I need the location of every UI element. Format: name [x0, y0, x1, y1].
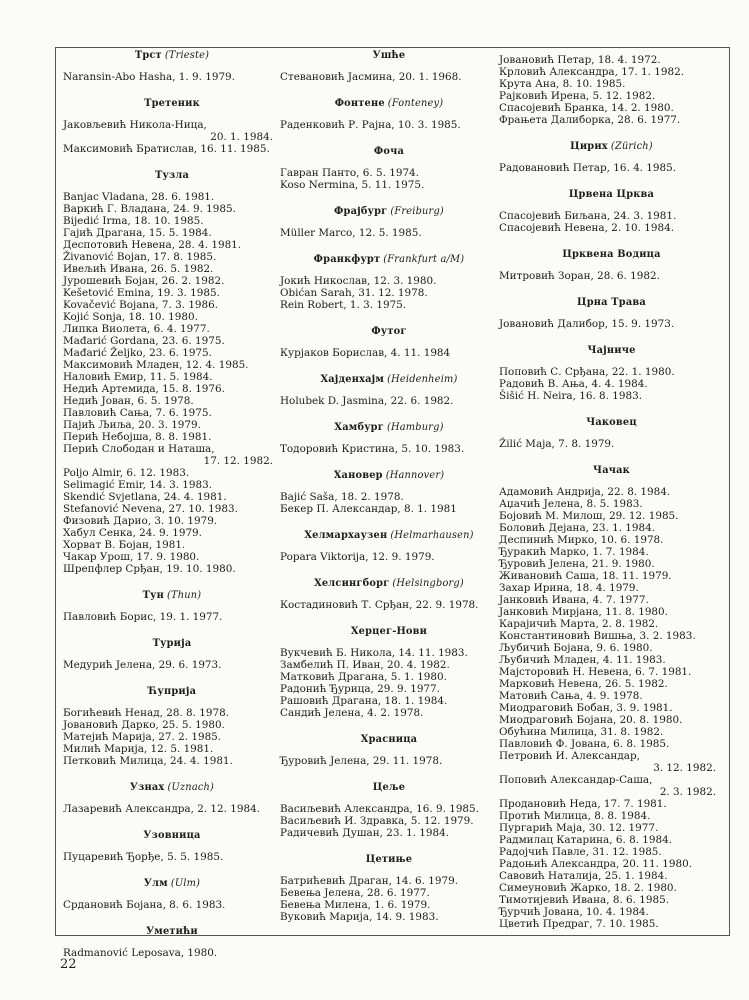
- place-name: Фонтене: [334, 98, 385, 109]
- place-name: Ушће: [372, 50, 406, 61]
- entry: Тодоровић Кристина, 5. 10. 1983.: [280, 443, 465, 455]
- place-latin-name: (Helsingborg): [392, 578, 464, 589]
- entry: Замбелић П. Иван, 20. 4. 1982.: [280, 659, 450, 671]
- entry: Naransin-Abo Hasha, 1. 9. 1979.: [63, 71, 235, 83]
- entry: Хорват В. Бојан, 1981.: [63, 539, 186, 551]
- place-name: Хајденхајм: [320, 374, 385, 385]
- entry: Јаковљевић Никола-Ница,: [63, 119, 207, 131]
- place-latin-name: (Hamburg): [386, 422, 444, 433]
- entry: Žilić Maja, 7. 8. 1979.: [499, 438, 615, 450]
- place-latin-name: (Thun): [167, 590, 202, 601]
- entry: Миодраговић Бојана, 20. 8. 1980.: [499, 714, 683, 726]
- place-heading: [499, 465, 724, 477]
- place-heading: [280, 98, 498, 110]
- entry: Крута Ана, 8. 10. 1985.: [499, 78, 626, 90]
- place-latin-name: (Trieste): [164, 50, 210, 61]
- entry: Kešetović Emina, 19. 3. 1985.: [63, 287, 220, 299]
- entry: Хабул Сенка, 24. 9. 1979.: [63, 527, 202, 539]
- entry: Rein Robert, 1. 3. 1975.: [280, 299, 407, 311]
- place-heading: [280, 326, 498, 338]
- place-heading: [280, 254, 498, 266]
- entry: Сандић Јелена, 4. 2. 1978.: [280, 707, 424, 719]
- entry: Stefanović Nevena, 27. 10. 1983.: [63, 503, 238, 515]
- place-heading: [280, 734, 498, 746]
- entry: Јовановић Далибор, 15. 9. 1973.: [499, 318, 675, 330]
- entry: Јанковић Мирјана, 11. 8. 1980.: [499, 606, 668, 618]
- entry: Перић Небојша, 8. 8. 1981.: [63, 431, 212, 443]
- entry-date-continuation: 3. 12. 1982.: [653, 762, 716, 774]
- entry: Вукчевић Б. Никола, 14. 11. 1983.: [280, 647, 468, 659]
- entry: Müller Marco, 12. 5. 1985.: [280, 227, 422, 239]
- entry: Костадиновић Т. Срђан, 22. 9. 1978.: [280, 599, 479, 611]
- entry: Захар Ирина, 18. 4. 1979.: [499, 582, 639, 594]
- entry: Kovačević Bojana, 7. 3. 1986.: [63, 299, 219, 311]
- place-name: Улм: [143, 878, 168, 889]
- place-name: Хелмархаузен: [304, 530, 388, 541]
- entry: Šišić H. Neira, 16. 8. 1983.: [499, 390, 643, 402]
- place-name: Храсница: [360, 734, 418, 745]
- entry: Јурошевић Бојан, 26. 2. 1982.: [63, 275, 225, 287]
- entry: Фрањета Далиборка, 28. 6. 1977.: [499, 114, 681, 126]
- entry: Selimagić Emir, 14. 3. 1983.: [63, 479, 213, 491]
- place-name: Херцег-Нови: [350, 626, 428, 637]
- entry: Popara Viktorija, 12. 9. 1979.: [280, 551, 435, 563]
- entry: Koso Nermina, 5. 11. 1975.: [280, 179, 425, 191]
- place-name: Фрајбург: [334, 206, 388, 217]
- entry-date-continuation: 17. 12. 1982.: [203, 455, 273, 467]
- entry: Radmanović Leposava, 1980.: [63, 947, 218, 959]
- place-heading: [63, 686, 281, 698]
- entry: Аџачић Јелена, 8. 5. 1983.: [499, 498, 643, 510]
- place-heading: [280, 854, 498, 866]
- entry: Kojić Sonja, 18. 10. 1980.: [63, 311, 198, 323]
- entry-date-continuation: 20. 1. 1984.: [210, 131, 273, 143]
- entry: Раденковић Р. Рајна, 10. 3. 1985.: [280, 119, 461, 131]
- place-heading: [280, 146, 498, 158]
- entry: Ивељић Ивана, 26. 5. 1982.: [63, 263, 214, 275]
- entry: Bijedić Irma, 18. 10. 1985.: [63, 215, 204, 227]
- place-name: Третеник: [144, 98, 200, 109]
- place-name: Ћуприја: [147, 686, 197, 697]
- entry: Перић Слободан и Наташа,: [63, 443, 215, 455]
- entry: Продановић Неда, 17. 7. 1981.: [499, 798, 667, 810]
- place-name: Хамбург: [334, 422, 384, 433]
- entry: Спасојевић Невена, 2. 10. 1984.: [499, 222, 675, 234]
- place-name: Чачак: [593, 465, 630, 476]
- entry: Skendić Svjetlana, 24. 4. 1981.: [63, 491, 227, 503]
- place-name: Цетиње: [365, 854, 413, 865]
- place-heading: [280, 626, 498, 638]
- place-name: Чаковец: [586, 417, 637, 428]
- entry: Максимовић Младен, 12. 4. 1985.: [63, 359, 249, 371]
- place-heading: [499, 141, 724, 153]
- place-heading: [499, 417, 724, 429]
- entry: Бевења Милена, 1. 6. 1979.: [280, 899, 431, 911]
- entry: Савовић Наталија, 25. 1. 1984.: [499, 870, 668, 882]
- place-name: Хелсингборг: [314, 578, 390, 589]
- entry: Матковић Драгана, 5. 1. 1980.: [280, 671, 447, 683]
- entry-date-continuation: 2. 3. 1982.: [659, 786, 716, 798]
- entry: Митровић Зоран, 28. 6. 1982.: [499, 270, 660, 282]
- entry: Деспинић Мирко, 10. 6. 1978.: [499, 534, 664, 546]
- place-name: Цеље: [372, 782, 406, 793]
- entry: Радоњић Александра, 20. 11. 1980.: [499, 858, 693, 870]
- entry: Љубичић Бојана, 9. 6. 1980.: [499, 642, 653, 654]
- entry: Максимовић Братислав, 16. 11. 1985.: [63, 143, 270, 155]
- place-latin-name: (Uznach): [167, 782, 215, 793]
- entry: Спасојевић Бранка, 14. 2. 1980.: [499, 102, 674, 114]
- entry: Деспотовић Невена, 28. 4. 1981.: [63, 239, 242, 251]
- entry: Константиновић Вишња, 3. 2. 1983.: [499, 630, 696, 642]
- place-latin-name: (Freiburg): [390, 206, 444, 217]
- entry: Бевења Јелена, 28. 6. 1977.: [280, 887, 430, 899]
- entry: Poljo Almir, 6. 12. 1983.: [63, 467, 190, 479]
- entry: Поповић С. Срђана, 22. 1. 1980.: [499, 366, 675, 378]
- entry: Матовић Сања, 4. 9. 1978.: [499, 690, 643, 702]
- entry: Ђурчић Јована, 10. 4. 1984.: [499, 906, 649, 918]
- place-heading: [63, 878, 281, 890]
- entry: Пајић Љиља, 20. 3. 1979.: [63, 419, 201, 431]
- place-latin-name: (Heidenheim): [387, 374, 458, 385]
- place-name: Уметићи: [146, 926, 198, 937]
- entry: Милић Марија, 12. 5. 1981.: [63, 743, 214, 755]
- place-heading: [280, 782, 498, 794]
- place-latin-name: (Ulm): [170, 878, 201, 889]
- entry: Липка Виолета, 6. 4. 1977.: [63, 323, 210, 335]
- place-name: Франкфурт: [313, 254, 381, 265]
- place-name: Цирих: [570, 141, 608, 152]
- entry: Živanović Bojan, 17. 8. 1985.: [63, 251, 217, 263]
- entry: Јовановић Петар, 18. 4. 1972.: [499, 54, 661, 66]
- place-latin-name: (Fonteney): [387, 98, 444, 109]
- entry: Недић Јован, 6. 5. 1978.: [63, 395, 194, 407]
- page-number: 22: [60, 957, 77, 972]
- entry: Шрепфлер Срђан, 19. 10. 1980.: [63, 563, 236, 575]
- entry: Недић Артемида, 15. 8. 1976.: [63, 383, 225, 395]
- place-latin-name: (Helmarhausen): [390, 530, 474, 541]
- entry: Радмилац Катарина, 6. 8. 1984.: [499, 834, 673, 846]
- place-name: Црквена Водица: [562, 249, 661, 260]
- place-latin-name: (Frankfurt a/M): [383, 254, 465, 265]
- place-name: Узнах: [129, 782, 165, 793]
- entry: Ђуракић Марко, 1. 7. 1984.: [499, 546, 649, 558]
- place-name: Тун: [142, 590, 165, 601]
- place-heading: [63, 170, 281, 182]
- place-heading: [280, 422, 498, 434]
- place-name: Турија: [152, 638, 192, 649]
- entry: Срдановић Бојана, 8. 6. 1983.: [63, 899, 226, 911]
- place-name: Футог: [371, 326, 407, 337]
- entry: Ђуровић Јелена, 29. 11. 1978.: [280, 755, 443, 767]
- entry: Протић Милица, 8. 8. 1984.: [499, 810, 651, 822]
- entry: Павловић Сања, 7. 6. 1975.: [63, 407, 212, 419]
- place-heading: [499, 297, 724, 309]
- entry: Гајић Драгана, 15. 5. 1984.: [63, 227, 212, 239]
- entry: Mađarić Željko, 23. 6. 1975.: [63, 347, 212, 359]
- entry: Радонић Ђурица, 29. 9. 1977.: [280, 683, 440, 695]
- entry: Миодраговић Бобан, 3. 9. 1981.: [499, 702, 673, 714]
- entry: Радовић В. Ања, 4. 4. 1984.: [499, 378, 648, 390]
- entry: Mađarić Gordana, 23. 6. 1975.: [63, 335, 225, 347]
- place-heading: [280, 470, 498, 482]
- place-name: Хановер: [333, 470, 383, 481]
- place-heading: [63, 830, 281, 842]
- place-name: Чајниче: [587, 345, 636, 356]
- place-name: Трст: [134, 50, 162, 61]
- place-latin-name: (Hannover): [385, 470, 445, 481]
- entry: Курјаков Борислав, 4. 11. 1984: [280, 347, 451, 359]
- entry: Лазаревић Александра, 2. 12. 1984.: [63, 803, 260, 815]
- entry: Вуковић Марија, 14. 9. 1983.: [280, 911, 439, 923]
- entry: Чакар Урош, 17. 9. 1980.: [63, 551, 200, 563]
- entry: Медурић Јелена, 29. 6. 1973.: [63, 659, 222, 671]
- entry: Богићевић Ненад, 28. 8. 1978.: [63, 707, 229, 719]
- entry: Пуцаревић Ђорђе, 5. 5. 1985.: [63, 851, 224, 863]
- entry: Мајсторовић Н. Невена, 6. 7. 1981.: [499, 666, 692, 678]
- place-heading: [63, 50, 281, 62]
- entry: Јокић Никослав, 12. 3. 1980.: [280, 275, 437, 287]
- place-name: Фоча: [373, 146, 405, 157]
- entry: Тимотијевић Ивана, 8. 6. 1985.: [499, 894, 670, 906]
- entry: Симеуновић Жарко, 18. 2. 1980.: [499, 882, 677, 894]
- place-name: Црвена Црква: [568, 189, 655, 200]
- entry: Пургарић Маја, 30. 12. 1977.: [499, 822, 659, 834]
- entry: Варкић Г. Владана, 24. 9. 1985.: [63, 203, 236, 215]
- place-heading: [499, 345, 724, 357]
- entry: Радичевић Душан, 23. 1. 1984.: [280, 827, 450, 839]
- entry: Матејић Марија, 27. 2. 1985.: [63, 731, 222, 743]
- place-heading: [63, 638, 281, 650]
- entry: Спасојевић Биљана, 24. 3. 1981.: [499, 210, 677, 222]
- entry: Боловић Дејана, 23. 1. 1984.: [499, 522, 656, 534]
- entry: Ђуровић Јелена, 21. 9. 1980.: [499, 558, 655, 570]
- entry: Крловић Александра, 17. 1. 1982.: [499, 66, 685, 78]
- place-name: Узовница: [143, 830, 201, 841]
- entry: Петровић И. Александар,: [499, 750, 640, 762]
- entry: Рајковић Ирена, 5. 12. 1982.: [499, 90, 656, 102]
- entry: Павловић Ф. Јована, 6. 8. 1985.: [499, 738, 670, 750]
- entry: Цветић Предраг, 7. 10. 1985.: [499, 918, 659, 930]
- entry: Obićan Sarah, 31. 12. 1978.: [280, 287, 428, 299]
- entry: Радојчић Павле, 31. 12. 1985.: [499, 846, 662, 858]
- place-heading: [280, 50, 498, 62]
- entry: Обућина Милица, 31. 8. 1982.: [499, 726, 664, 738]
- place-heading: [63, 590, 281, 602]
- entry: Banjac Vladana, 28. 6. 1981.: [63, 191, 215, 203]
- entry: Бекер П. Александар, 8. 1. 1981: [280, 503, 457, 515]
- entry: Васиљевић Александра, 16. 9. 1985.: [280, 803, 479, 815]
- entry: Физовић Дарио, 3. 10. 1979.: [63, 515, 218, 527]
- entry: Јовановић Дарко, 25. 5. 1980.: [63, 719, 225, 731]
- entry: Карајичић Марта, 2. 8. 1982.: [499, 618, 659, 630]
- entry: Јанковић Ивана, 4. 7. 1977.: [499, 594, 649, 606]
- place-name: Тузла: [154, 170, 190, 181]
- entry: Стевановић Јасмина, 20. 1. 1968.: [280, 71, 462, 83]
- place-heading: [63, 98, 281, 110]
- entry: Гавран Панто, 6. 5. 1974.: [280, 167, 419, 179]
- column-3: [499, 54, 724, 930]
- entry: Батрићевић Драган, 14. 6. 1979.: [280, 875, 459, 887]
- entry: Рашовић Драгана, 18. 1. 1984.: [280, 695, 448, 707]
- entry: Васиљевић И. Здравка, 5. 12. 1979.: [280, 815, 474, 827]
- entry: Адамовић Андрија, 22. 8. 1984.: [499, 486, 671, 498]
- entry: Наловић Емир, 11. 5. 1984.: [63, 371, 213, 383]
- place-heading: [499, 189, 724, 201]
- place-heading: [280, 374, 498, 386]
- entry: Holubek D. Jasmina, 22. 6. 1982.: [280, 395, 454, 407]
- entry: Марковић Невена, 26. 5. 1982.: [499, 678, 668, 690]
- place-name: Црна Трава: [577, 297, 646, 308]
- entry: Бојовић М. Милош, 29. 12. 1985.: [499, 510, 679, 522]
- entry: Поповић Александар-Саша,: [499, 774, 653, 786]
- column-2: [280, 50, 498, 923]
- entry: Радовановић Петар, 16. 4. 1985.: [499, 162, 677, 174]
- place-latin-name: (Zürich): [610, 141, 653, 152]
- entry: Павловић Борис, 19. 1. 1977.: [63, 611, 223, 623]
- column-1: [63, 50, 281, 959]
- entry: Петковић Милица, 24. 4. 1981.: [63, 755, 233, 767]
- place-heading: [280, 578, 498, 590]
- place-heading: [63, 926, 281, 938]
- place-heading: [280, 206, 498, 218]
- place-heading: [280, 530, 498, 542]
- place-heading: [499, 249, 724, 261]
- entry: Љубичић Младен, 4. 11. 1983.: [499, 654, 666, 666]
- entry: Bajić Saša, 18. 2. 1978.: [280, 491, 404, 503]
- entry: Живановић Саша, 18. 11. 1979.: [499, 570, 672, 582]
- place-heading: [63, 782, 281, 794]
